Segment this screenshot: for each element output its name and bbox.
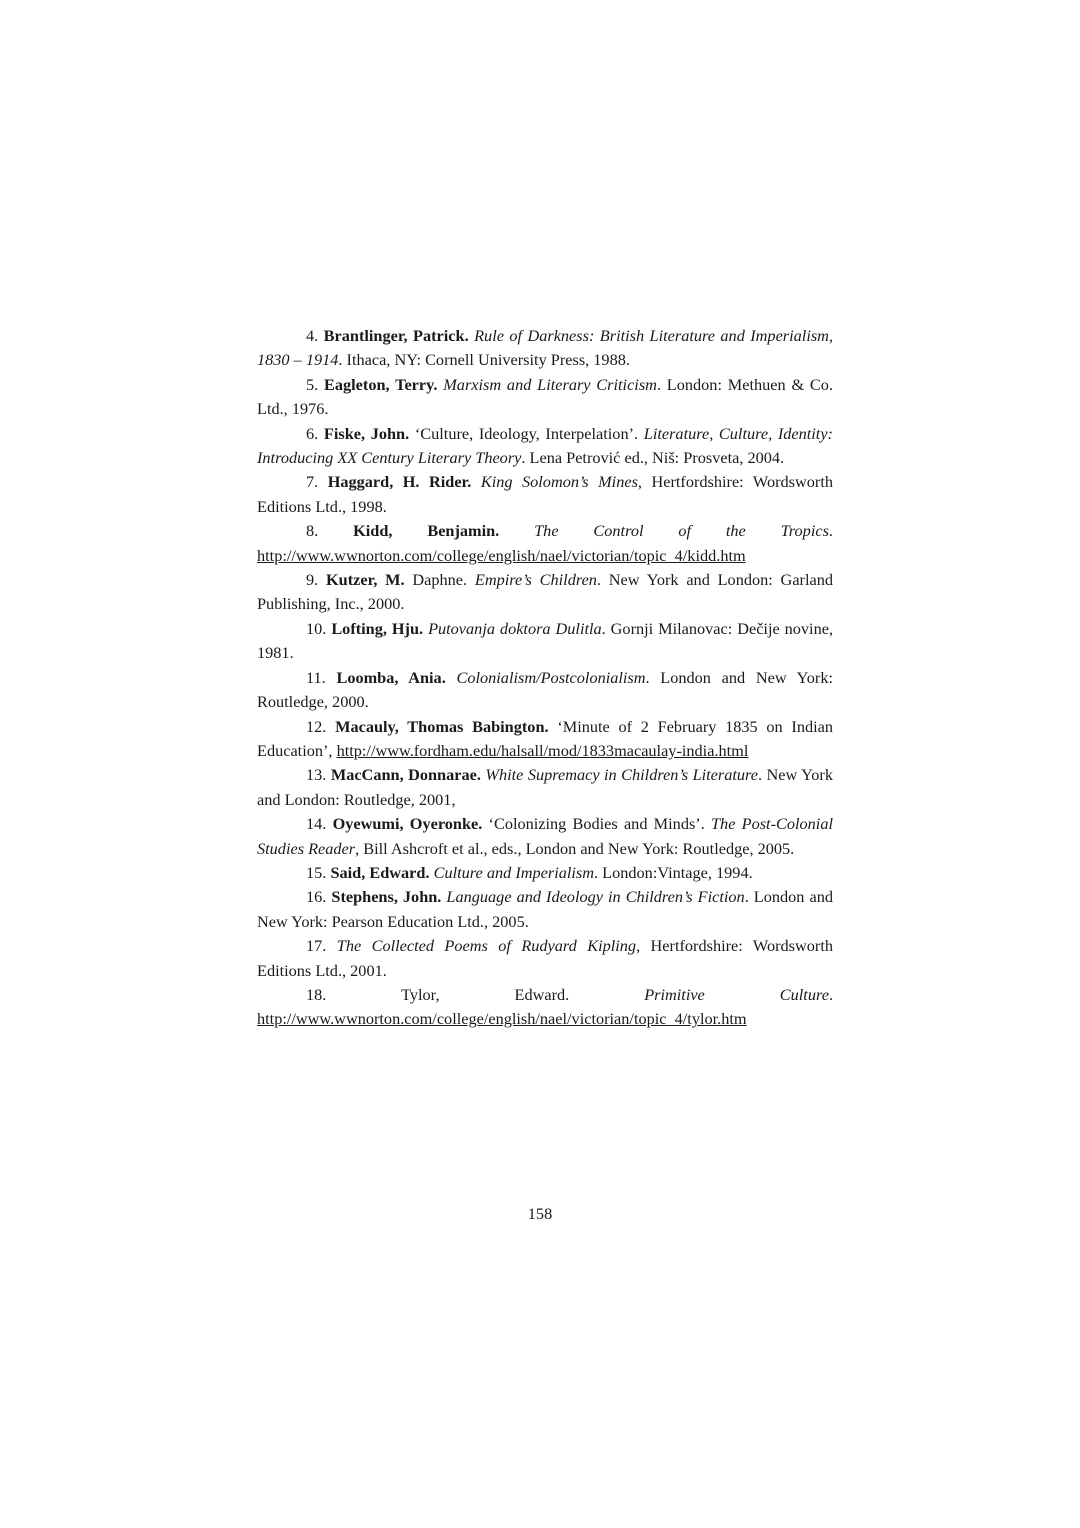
ref-title: Language and Ideology in Children’s Fiction	[446, 887, 745, 907]
ref-number: 12.	[306, 716, 327, 736]
ref-link[interactable]: http://www.fordham.edu/halsall/mod/1833macaulay-india.html	[336, 740, 749, 760]
ref-author: Fiske, John.	[323, 423, 410, 443]
reference-item	[257, 885, 833, 934]
ref-details: , Hertfordshire: Wordsworth Editions Ltd., 1998.	[257, 472, 833, 516]
reference-item	[257, 666, 833, 715]
ref-details: . London and New York: Routledge, 2000.	[257, 667, 834, 712]
ref-details: . London:Vintage, 1994.	[594, 862, 753, 882]
page-number: 158	[527, 1204, 553, 1223]
ref-number: 4.	[306, 326, 319, 345]
ref-number: 9.	[306, 570, 319, 590]
ref-details: . London: Methuen & Co. Ltd., 1976.	[257, 374, 833, 419]
reference-item	[257, 763, 833, 812]
reference-item	[257, 861, 833, 885]
ref-details: . Ithaca, NY: Cornell University Press, 1988.	[338, 350, 630, 370]
ref-number: 15.	[306, 862, 327, 882]
reference-item	[257, 983, 833, 1032]
reference-item	[257, 519, 833, 568]
reference-list	[257, 324, 833, 1032]
ref-title: King Solomon’s Mines	[480, 472, 638, 492]
reference-item	[257, 324, 833, 373]
ref-number: 17.	[306, 936, 327, 956]
ref-author: Tylor, Edward.	[401, 984, 645, 1004]
reference-item	[257, 470, 833, 519]
ref-title: Primitive Culture	[644, 984, 829, 1004]
ref-author: MacCann, Donnarae.	[330, 765, 481, 785]
ref-author: Oyewumi, Oyeronke.	[332, 814, 483, 834]
ref-article: ‘Colonizing Bodies and Minds’.	[488, 814, 711, 834]
ref-author: Loomba, Ania.	[336, 667, 446, 687]
ref-details: , Bill Ashcroft et al., eds., London and New York: Routledge, 2005.	[355, 838, 795, 858]
reference-item	[257, 568, 833, 617]
ref-author: Kidd, Benjamin.	[353, 521, 500, 541]
ref-details: , Hertfordshire: Wordsworth Editions Ltd., 2001.	[257, 936, 833, 980]
ref-author: Macauly, Thomas Babington.	[335, 716, 549, 736]
ref-number: 13.	[306, 765, 327, 785]
ref-author: Stephens, John.	[331, 887, 442, 907]
ref-number: 18.	[306, 984, 327, 1004]
ref-number: 6.	[306, 423, 319, 443]
ref-link[interactable]: http://www.wwnorton.com/college/english/nael/victorian/topic_4/kidd.htm	[257, 545, 746, 565]
ref-author: Lofting, Hju.	[331, 618, 424, 638]
ref-title: Marxism and Literary Criticism	[443, 374, 657, 394]
ref-title: The Post-Colonial Studies Reader	[257, 814, 833, 858]
ref-number: 10.	[306, 618, 327, 638]
ref-title: Literature, Culture, Identity: Introducing XX Century Literary Theory	[257, 423, 833, 468]
ref-details: .	[828, 521, 833, 541]
ref-article: ‘Culture, Ideology, Interpelation’.	[414, 423, 644, 443]
ref-number: 7.	[306, 472, 319, 492]
ref-title: The Collected Poems of Rudyard Kipling	[336, 936, 637, 956]
ref-title: Putovanja doktora Dulitla	[428, 618, 602, 638]
reference-item	[257, 934, 833, 983]
ref-article: ‘Minute of 2 February 1835 on Indian Education’,	[257, 716, 834, 760]
ref-number: 14.	[306, 814, 327, 834]
ref-title: Colonialism/Postcolonialism	[456, 667, 646, 687]
ref-details: . Lena Petrović ed., Niš: Prosveta, 2004.	[521, 448, 785, 468]
ref-details: . Gornji Milanovac: Dečije novine, 1981.	[257, 618, 834, 663]
reference-item	[257, 617, 833, 666]
ref-details: . New York and London: Garland Publishing, Inc., 2000.	[257, 570, 833, 614]
ref-link[interactable]: http://www.wwnorton.com/college/english/nael/victorian/topic_4/tylor.htm	[257, 1009, 747, 1029]
ref-title: White Supremacy in Children’s Literature	[485, 765, 758, 785]
ref-number: 16.	[306, 887, 327, 907]
ref-number: 8.	[306, 521, 319, 541]
ref-title: Empire’s Children	[474, 570, 597, 590]
ref-author: Said, Edward.	[330, 862, 430, 882]
reference-item	[257, 812, 833, 861]
ref-author: Haggard, H. Rider.	[327, 472, 472, 492]
ref-number: 11.	[306, 667, 326, 687]
reference-item	[257, 715, 833, 764]
ref-author: Kutzer, M.	[326, 570, 405, 590]
ref-number: 5.	[306, 374, 319, 394]
reference-item	[257, 373, 833, 422]
ref-author-rest: Daphne.	[412, 570, 475, 590]
ref-author: Eagleton, Terry.	[324, 374, 438, 394]
ref-author: Brantlinger, Patrick.	[323, 326, 469, 345]
ref-title: Rule of Darkness: British Literature and Imperialism, 1830 – 1914	[257, 326, 834, 370]
ref-title: Culture and Imperialism	[433, 862, 595, 882]
ref-details: . New York and London: Routledge, 2001,	[257, 765, 833, 809]
ref-details: . London and New York: Pearson Education Ltd., 2005.	[257, 887, 833, 931]
ref-title: The Control of the Tropics	[534, 521, 829, 541]
ref-details: .	[828, 984, 834, 1004]
reference-item	[257, 422, 833, 471]
